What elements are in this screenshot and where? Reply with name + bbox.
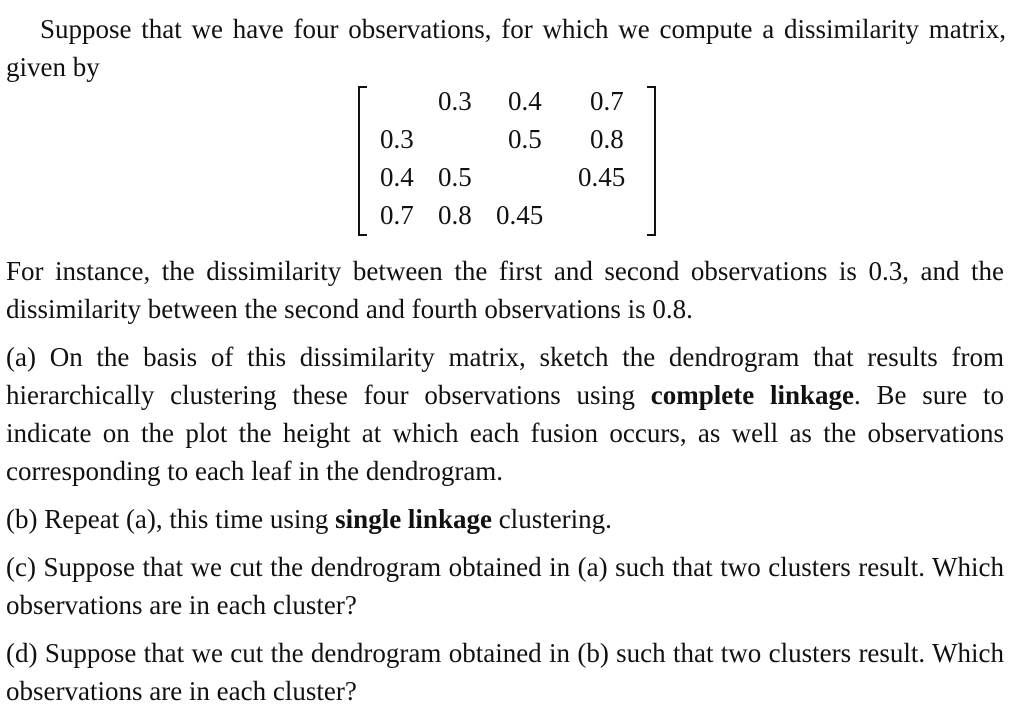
matrix-cell-r2-c3: 0.5 bbox=[508, 124, 542, 154]
matrix-right-bracket bbox=[647, 86, 656, 236]
part-a-paragraph bbox=[6, 338, 1004, 490]
part-d-paragraph: (d) Suppose that we cut the dendrogram obtained in (b) such that two clusters result. Which observations are in each cluster? bbox=[6, 638, 1004, 706]
matrix-cell-r4-c3: 0.45 bbox=[496, 200, 544, 230]
matrix-cell-r1-c3: 0.4 bbox=[508, 86, 542, 116]
part-a-text-before: (a) On the basis of this dissimilarity matrix, sketch the dendrogram that results from hierarchically clustering these four observations using bbox=[6, 342, 1004, 410]
part-a-text-after: . Be sure to indicate on the plot the height at which each fusion occurs, as well as the observations corresponding to each leaf in the dendrogram. bbox=[6, 380, 1004, 486]
part-a-bold-term: complete linkage bbox=[650, 380, 855, 410]
example-paragraph: For instance, the dissimilarity between the first and second observations is 0.3, and the dissimilarity between the second and fourth observations is 0.8. bbox=[6, 256, 1004, 324]
matrix-cell-r3-c2: 0.5 bbox=[438, 162, 472, 192]
matrix-cell-r1-c4: 0.7 bbox=[590, 86, 624, 116]
matrix-cell-r4-c1: 0.7 bbox=[380, 200, 414, 230]
matrix-cell-r3-c1: 0.4 bbox=[380, 162, 414, 192]
matrix-cell-r2-c1: 0.3 bbox=[380, 124, 414, 154]
matrix-cell-r2-c4: 0.8 bbox=[590, 124, 624, 154]
matrix-left-bracket bbox=[358, 86, 367, 236]
part-c-paragraph: (c) Suppose that we cut the dendrogram obtained in (a) such that two clusters result. Which observations are in each cluster? bbox=[6, 552, 1004, 620]
part-b-text-after: clustering. bbox=[491, 504, 612, 534]
part-b-paragraph bbox=[6, 500, 1004, 538]
part-b-text-before: (b) Repeat (a), this time using bbox=[6, 504, 336, 534]
matrix-cell-r4-c2: 0.8 bbox=[438, 200, 472, 230]
intro-paragraph: Suppose that we have four observations, for which we compute a dissimilarity matrix, given by bbox=[6, 14, 1006, 82]
matrix-cell-r1-c2: 0.3 bbox=[438, 86, 472, 116]
part-b-bold-term: single linkage bbox=[335, 504, 492, 534]
matrix-cell-r3-c4: 0.45 bbox=[578, 162, 626, 192]
dissimilarity-matrix bbox=[358, 86, 656, 234]
